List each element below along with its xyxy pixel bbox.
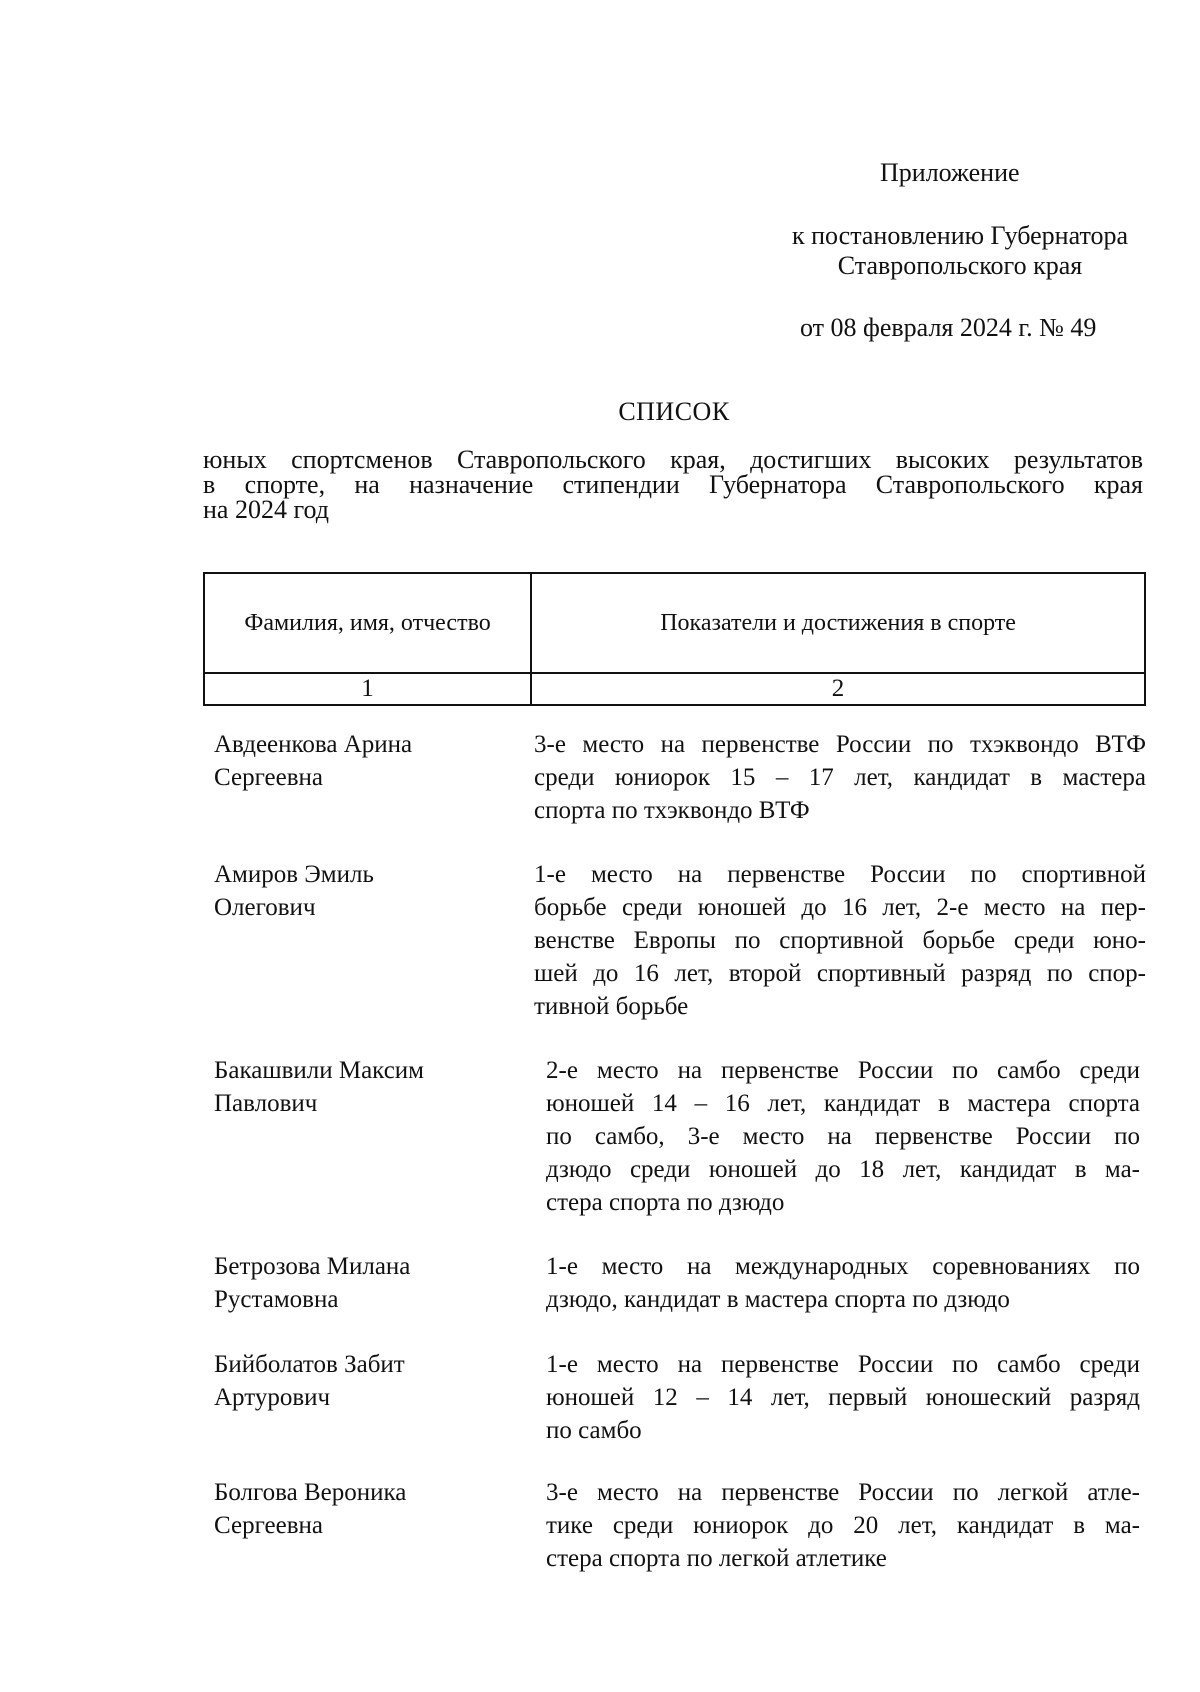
- athlete-achievements: [546, 1250, 1140, 1316]
- athlete-achievements: [534, 728, 1146, 827]
- achievement-line: юношей 14 – 16 лет, кандидат в мастера спорта: [546, 1090, 1140, 1117]
- achievement-line: борьбе среди юношей до 16 лет, 2-е место на пер-: [534, 894, 1146, 921]
- name-line: Рустамовна: [214, 1286, 339, 1313]
- decree-date: от 08 февраля 2024 г. № 49: [800, 313, 1097, 342]
- athlete-name: [214, 858, 514, 924]
- athlete-achievements: [546, 1054, 1140, 1219]
- name-line: Павлович: [214, 1090, 318, 1117]
- table-number-row: [204, 673, 1145, 705]
- decree-line: Ставропольского края: [837, 251, 1083, 280]
- achievement-line: 3-е место на первенстве России по легкой атле-: [546, 1479, 1140, 1506]
- name-line: Бакашвили Максим: [214, 1057, 424, 1084]
- name-line: Сергеевна: [214, 764, 323, 791]
- athlete-name: [214, 1476, 514, 1542]
- achievement-line: 3-е место на первенстве России по тхэквондо ВТФ: [534, 731, 1146, 758]
- achievement-line: тике среди юниорок до 20 лет, кандидат в ма-: [546, 1512, 1140, 1539]
- column-number-2: 2: [531, 673, 1145, 705]
- column-header-achievements: Показатели и достижения в спорте: [531, 573, 1145, 673]
- achievement-line: 1-е место на первенстве России по спортивной: [534, 861, 1146, 888]
- name-line: Амиров Эмиль: [214, 861, 374, 888]
- subtitle-line: юных спортсменов Ставропольского края, достигших высоких результатов: [203, 445, 1143, 474]
- name-line: Авдеенкова Арина: [214, 731, 413, 758]
- subtitle-line: на 2024 год: [203, 495, 329, 524]
- achievement-line: юношей 12 – 14 лет, первый юношеский разряд: [546, 1384, 1140, 1411]
- achievement-line: 1-е место на международных соревнованиях по: [546, 1253, 1140, 1280]
- appendix-decree-reference: [770, 221, 1150, 281]
- athlete-name: [214, 1054, 514, 1120]
- athlete-name: [214, 1250, 514, 1316]
- athlete-achievements: [546, 1476, 1140, 1575]
- achievement-line: спорта по тхэквондо ВТФ: [534, 797, 810, 824]
- achievement-line: по самбо, 3-е место на первенстве России по: [546, 1123, 1140, 1150]
- decree-line: к постановлению Губернатора: [791, 221, 1129, 250]
- name-line: Артурович: [214, 1384, 331, 1411]
- achievement-line: дзюдо среди юношей до 18 лет, кандидат в ма-: [546, 1156, 1140, 1183]
- list-subtitle: [203, 447, 1143, 522]
- name-line: Бетрозова Милана: [214, 1253, 411, 1280]
- name-line: Сергеевна: [214, 1512, 323, 1539]
- name-line: Бийболатов Забит: [214, 1351, 405, 1378]
- name-line: Олегович: [214, 894, 316, 921]
- achievement-line: дзюдо, кандидат в мастера спорта по дзюдо: [546, 1286, 1010, 1313]
- subtitle-line: в спорте, на назначение стипендии Губернатора Ставропольского края: [203, 470, 1143, 499]
- achievement-line: среди юниорок 15 – 17 лет, кандидат в мастера: [534, 764, 1146, 791]
- athlete-achievements: [546, 1348, 1140, 1447]
- column-header-name: Фамилия, имя, отчество: [204, 573, 531, 673]
- athlete-name: [214, 728, 514, 794]
- appendix-title: Приложение: [880, 158, 1020, 187]
- achievement-line: стера спорта по легкой атлетике: [546, 1545, 887, 1572]
- list-heading: СПИСОК: [618, 397, 730, 426]
- achievement-line: 1-е место на первенстве России по самбо среди: [546, 1351, 1140, 1378]
- athlete-name: [214, 1348, 514, 1414]
- athlete-achievements: [534, 858, 1146, 1023]
- name-line: Болгова Вероника: [214, 1479, 407, 1506]
- achievement-line: 2-е место на первенстве России по самбо среди: [546, 1057, 1140, 1084]
- achievement-line: тивной борьбе: [534, 993, 689, 1020]
- achievement-line: по самбо: [546, 1417, 642, 1444]
- column-number-1: 1: [204, 673, 531, 705]
- achievement-line: шей до 16 лет, второй спортивный разряд по спор-: [534, 960, 1146, 987]
- achievement-line: венстве Европы по спортивной борьбе среди юно-: [534, 927, 1146, 954]
- table-header-row: [204, 573, 1145, 673]
- achievement-line: стера спорта по дзюдо: [546, 1189, 785, 1216]
- table-header: [203, 572, 1146, 706]
